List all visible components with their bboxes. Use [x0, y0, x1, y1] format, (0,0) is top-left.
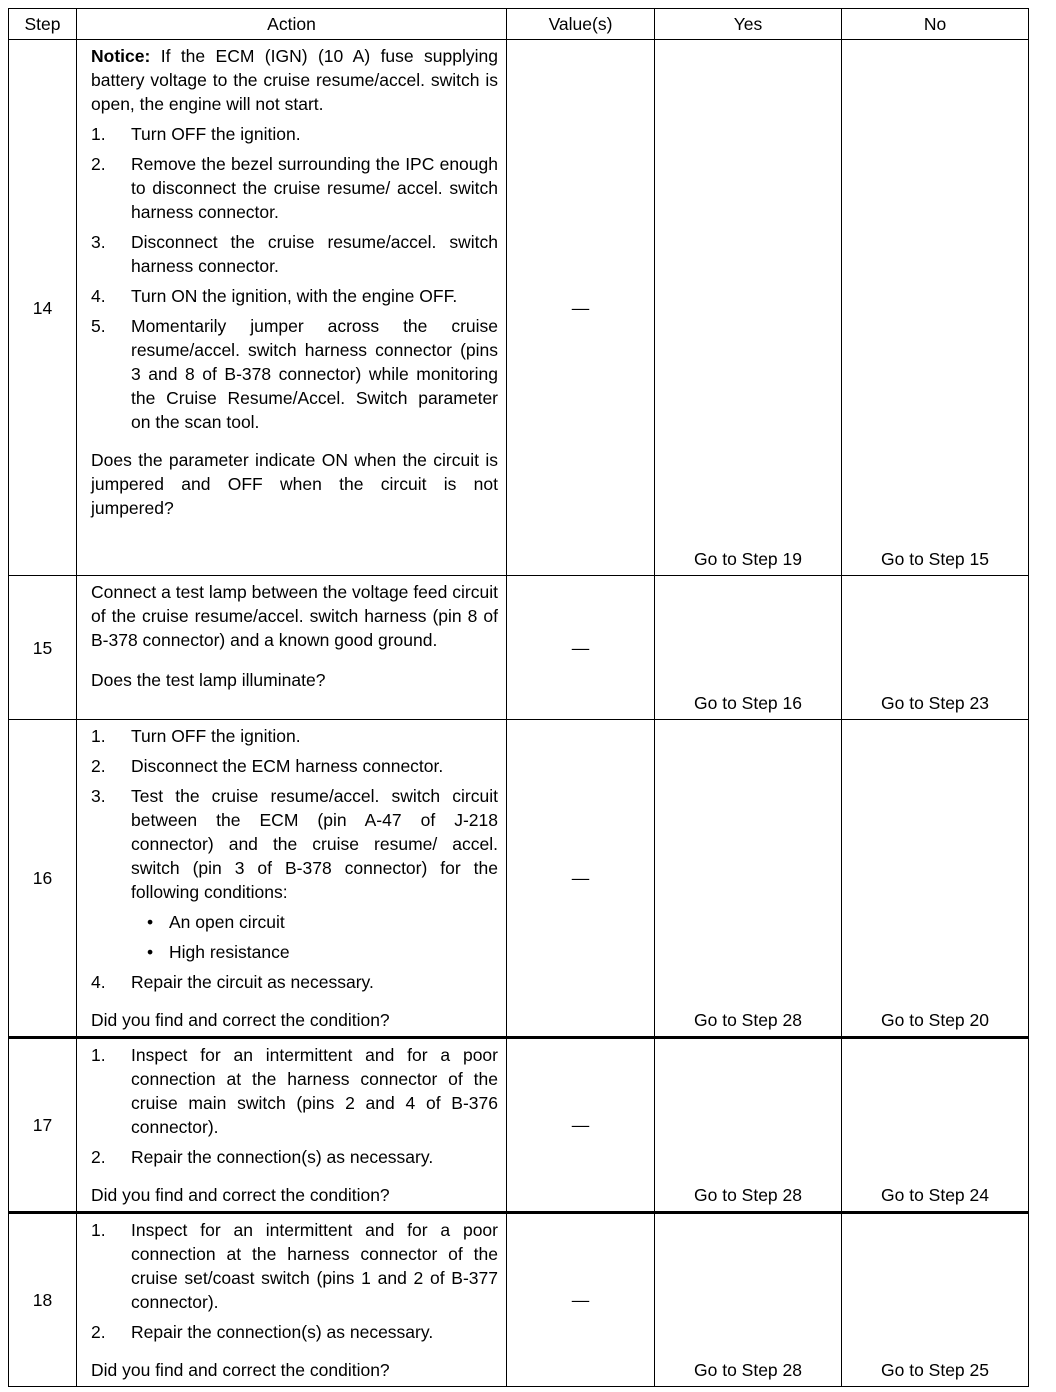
action-cell: [77, 576, 507, 720]
bullet-icon: •: [147, 912, 154, 932]
list-item: [91, 314, 498, 434]
no-link[interactable]: Go to Step 24: [881, 1185, 989, 1205]
no-cell: [842, 1213, 1029, 1387]
item-number: 2.: [91, 756, 106, 776]
bullet-item: [147, 940, 498, 964]
item-number: 3.: [91, 232, 106, 252]
list-item: [91, 784, 498, 904]
step-number: 14: [9, 40, 77, 576]
item-text: Disconnect the ECM harness connector.: [131, 756, 444, 776]
step-number: 16: [9, 720, 77, 1038]
list-item: [91, 230, 498, 278]
item-number: 2.: [91, 154, 106, 174]
list-item: [91, 1043, 498, 1139]
no-link[interactable]: Go to Step 15: [881, 549, 989, 569]
yes-link[interactable]: Go to Step 16: [694, 693, 802, 713]
question: Did you find and correct the condition?: [91, 1185, 390, 1205]
yes-cell: [655, 1213, 842, 1387]
header-yes: Yes: [655, 9, 842, 40]
list-item: [91, 754, 498, 778]
item-text: Repair the connection(s) as necessary.: [131, 1322, 434, 1342]
list-item: [91, 1145, 498, 1169]
table-row-step-18: [9, 1213, 1029, 1387]
question: Does the test lamp illuminate?: [91, 670, 326, 690]
item-text: Repair the circuit as necessary.: [131, 972, 374, 992]
value-cell: —: [507, 1038, 655, 1213]
no-cell: [842, 40, 1029, 576]
header-no: No: [842, 9, 1029, 40]
item-number: 2.: [91, 1147, 106, 1167]
item-number: 1.: [91, 124, 106, 144]
no-link[interactable]: Go to Step 20: [881, 1010, 989, 1030]
value-cell: —: [507, 1213, 655, 1387]
step-number: 15: [9, 576, 77, 720]
action-text: Connect a test lamp between the voltage feed circuit of the cruise resume/accel. switch harness (pin 8 of B-378 connector) and a known good ground.: [91, 582, 498, 650]
action-cell: [77, 1213, 507, 1387]
item-text: Repair the connection(s) as necessary.: [131, 1147, 434, 1167]
no-cell: [842, 576, 1029, 720]
item-number: 1.: [91, 726, 106, 746]
step-number: 18: [9, 1213, 77, 1387]
yes-link[interactable]: Go to Step 28: [694, 1010, 802, 1030]
bullet-text: An open circuit: [169, 912, 285, 932]
item-number: 2.: [91, 1322, 106, 1342]
item-text: Turn ON the ignition, with the engine OFF.: [131, 286, 458, 306]
yes-link[interactable]: Go to Step 19: [694, 549, 802, 569]
no-cell: [842, 1038, 1029, 1213]
no-link[interactable]: Go to Step 23: [881, 693, 989, 713]
item-text: Remove the bezel surrounding the IPC enough to disconnect the cruise resume/ accel. switch harness connector.: [131, 154, 498, 222]
yes-cell: [655, 720, 842, 1038]
header-action: Action: [77, 9, 507, 40]
item-number: 1.: [91, 1045, 106, 1065]
list-item: [91, 284, 498, 308]
item-number: 4.: [91, 972, 106, 992]
no-link[interactable]: Go to Step 25: [881, 1360, 989, 1380]
item-number: 1.: [91, 1220, 106, 1240]
item-text: Test the cruise resume/accel. switch circuit between the ECM (pin A-47 of J-218 connector) and the cruise resume/ accel. switch (pin 3 of B-378 connector) for the following conditions:: [131, 786, 498, 902]
bullet-text: High resistance: [169, 942, 290, 962]
list-item: [91, 152, 498, 224]
notice-text: If the ECM (IGN) (10 A) fuse supplying battery voltage to the cruise resume/accel. switch is open, the engine will not start.: [91, 46, 498, 114]
item-number: 3.: [91, 786, 106, 806]
list-item: [91, 122, 498, 146]
action-cell: [77, 720, 507, 1038]
no-cell: [842, 720, 1029, 1038]
step-number: 17: [9, 1038, 77, 1213]
bullet-item: [147, 910, 498, 934]
table-row-step-17: [9, 1038, 1029, 1213]
diagnostic-table: [8, 8, 1029, 1387]
yes-link[interactable]: Go to Step 28: [694, 1360, 802, 1380]
value-cell: —: [507, 576, 655, 720]
notice: [91, 44, 498, 116]
yes-link[interactable]: Go to Step 28: [694, 1185, 802, 1205]
value-cell: —: [507, 720, 655, 1038]
item-text: Momentarily jumper across the cruise resume/accel. switch harness connector (pins 3 and 8 of B-378 connector) while monitoring the Cruise Resume/Accel. Switch parameter on the scan tool.: [131, 316, 498, 432]
value-cell: —: [507, 40, 655, 576]
yes-cell: [655, 1038, 842, 1213]
item-text: Turn OFF the ignition.: [131, 726, 301, 746]
table-row-step-14: [9, 40, 1029, 576]
table-row-step-16: [9, 720, 1029, 1038]
list-item: [91, 1218, 498, 1314]
item-text: Inspect for an intermittent and for a poor connection at the harness connector of the cruise set/coast switch (pins 1 and 2 of B-377 connector).: [131, 1220, 498, 1312]
yes-cell: [655, 40, 842, 576]
list-item: [91, 970, 498, 994]
yes-cell: [655, 576, 842, 720]
action-cell: [77, 1038, 507, 1213]
item-number: 4.: [91, 286, 106, 306]
list-item: [91, 724, 498, 748]
header-values: Value(s): [507, 9, 655, 40]
notice-label: Notice:: [91, 46, 151, 66]
item-text: Turn OFF the ignition.: [131, 124, 301, 144]
table-row-step-15: [9, 576, 1029, 720]
item-number: 5.: [91, 316, 106, 336]
question: Did you find and correct the condition?: [91, 1010, 390, 1030]
item-text: Disconnect the cruise resume/accel. switch harness connector.: [131, 232, 498, 276]
action-cell: [77, 40, 507, 576]
header-row: [9, 9, 1029, 40]
list-item: [91, 1320, 498, 1344]
bullet-icon: •: [147, 942, 154, 962]
header-step: Step: [9, 9, 77, 40]
question: Did you find and correct the condition?: [91, 1360, 390, 1380]
question: Does the parameter indicate ON when the circuit is jumpered and OFF when the circuit is not jumpered?: [91, 450, 498, 518]
item-text: Inspect for an intermittent and for a poor connection at the harness connector of the cruise main switch (pins 2 and 4 of B-376 connector).: [131, 1045, 498, 1137]
